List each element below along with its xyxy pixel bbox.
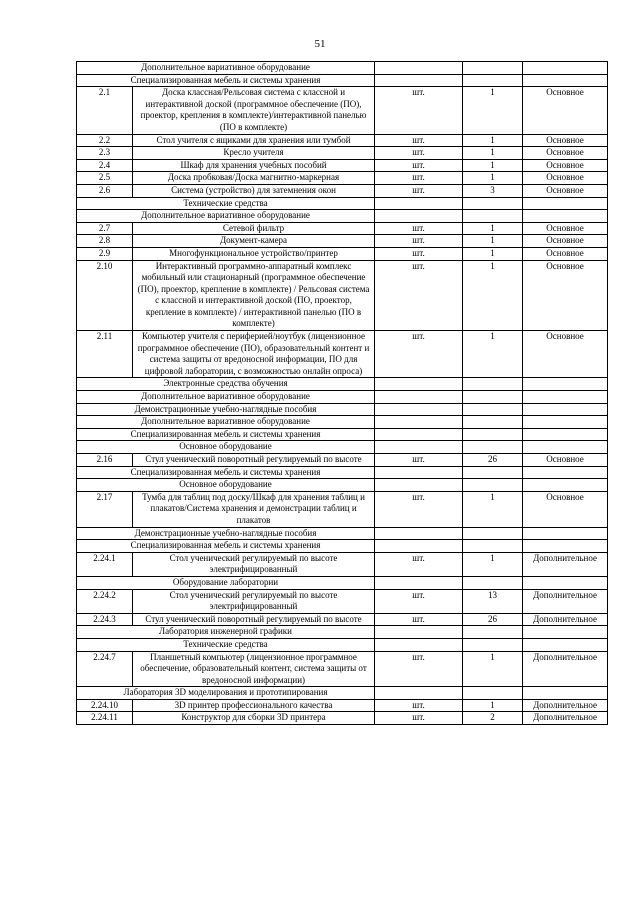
item-quantity: 1	[463, 235, 523, 248]
item-type: Основное	[523, 454, 608, 467]
item-unit: шт.	[375, 235, 463, 248]
type-cell	[523, 197, 608, 210]
item-name: Стул ученический поворотный регулируемый по высоте	[133, 454, 375, 467]
item-number: 2.10	[77, 260, 133, 331]
unit-cell	[375, 638, 463, 651]
item-quantity: 1	[463, 699, 523, 712]
item-name: Стол ученический регулируемый по высоте электрифицированный	[133, 589, 375, 613]
item-name: Доска классная/Рельсовая система с классной и интерактивной доской (программное обеспечение (ПО), проектор, крепления в комплекте)/интерактивной панелью (ПО в комплекте)	[133, 87, 375, 134]
item-type: Основное	[523, 87, 608, 134]
unit-cell	[375, 210, 463, 223]
item-unit: шт.	[375, 613, 463, 626]
type-cell	[523, 687, 608, 700]
qty-cell	[463, 74, 523, 87]
item-number: 2.11	[77, 331, 133, 378]
item-quantity: 2	[463, 712, 523, 725]
item-type: Дополнительное	[523, 651, 608, 687]
section-header-row	[77, 210, 608, 223]
unit-cell	[375, 626, 463, 639]
item-unit: шт.	[375, 247, 463, 260]
item-name: 3D принтер профессионального качества	[133, 699, 375, 712]
item-unit: шт.	[375, 331, 463, 378]
section-header-row	[77, 197, 608, 210]
item-unit: шт.	[375, 712, 463, 725]
qty-cell	[463, 576, 523, 589]
item-number: 2.24.11	[77, 712, 133, 725]
unit-cell	[375, 687, 463, 700]
section-header-row	[77, 403, 608, 416]
unit-cell	[375, 403, 463, 416]
item-unit: шт.	[375, 159, 463, 172]
section-header: Специализированная мебель и системы хранения	[77, 540, 375, 553]
type-cell	[523, 403, 608, 416]
section-header-row	[77, 74, 608, 87]
item-type: Дополнительное	[523, 613, 608, 626]
item-name: Доска пробковая/Доска магнитно-маркерная	[133, 172, 375, 185]
type-cell	[523, 441, 608, 454]
item-quantity: 1	[463, 651, 523, 687]
table-row	[77, 235, 608, 248]
table-row	[77, 87, 608, 134]
qty-cell	[463, 391, 523, 404]
item-unit: шт.	[375, 589, 463, 613]
item-number: 2.8	[77, 235, 133, 248]
table-row	[77, 159, 608, 172]
table-row	[77, 589, 608, 613]
section-header: Электронные средства обучения	[77, 378, 375, 391]
item-quantity: 1	[463, 222, 523, 235]
unit-cell	[375, 527, 463, 540]
qty-cell	[463, 441, 523, 454]
item-quantity: 3	[463, 184, 523, 197]
type-cell	[523, 626, 608, 639]
section-header-row	[77, 378, 608, 391]
table-row	[77, 712, 608, 725]
section-header: Основное оборудование	[77, 479, 375, 492]
qty-cell	[463, 687, 523, 700]
section-header: Специализированная мебель и системы хранения	[77, 428, 375, 441]
item-name: Система (устройство) для затемнения окон	[133, 184, 375, 197]
unit-cell	[375, 479, 463, 492]
section-header-row	[77, 687, 608, 700]
qty-cell	[463, 626, 523, 639]
unit-cell	[375, 62, 463, 75]
item-type: Основное	[523, 331, 608, 378]
item-name: Планшетный компьютер (лицензионное программное обеспечение, образовательный контент, система защиты от вредоносной информации)	[133, 651, 375, 687]
type-cell	[523, 74, 608, 87]
type-cell	[523, 540, 608, 553]
item-name: Компьютер учителя с периферией/ноутбук (лицензионное программное обеспечение (ПО), образовательный контент и система защиты от вредоносной информации, ПО для цифровой лаборатории, с возможностью онлайн опроса)	[133, 331, 375, 378]
section-header: Лаборатория 3D моделирования и прототипирования	[77, 687, 375, 700]
item-name: Стол учителя с ящиками для хранения или тумбой	[133, 134, 375, 147]
item-unit: шт.	[375, 260, 463, 331]
qty-cell	[463, 479, 523, 492]
item-name: Конструктор для сборки 3D принтера	[133, 712, 375, 725]
section-header-row	[77, 626, 608, 639]
item-type: Основное	[523, 184, 608, 197]
item-number: 2.1	[77, 87, 133, 134]
page-number: 51	[314, 38, 326, 50]
unit-cell	[375, 74, 463, 87]
item-number: 2.4	[77, 159, 133, 172]
item-name: Интерактивный программно-аппаратный комплекс мобильный или стационарный (программное обеспечение (ПО), проектор, крепление в комплекте) / Рельсовая система с классной и интерактивной доской (ПО, проектор, крепление в комплекте) / интерактивной панелью (ПО в комплекте)	[133, 260, 375, 331]
item-unit: шт.	[375, 184, 463, 197]
item-number: 2.9	[77, 247, 133, 260]
item-type: Основное	[523, 134, 608, 147]
table-row	[77, 613, 608, 626]
table-row	[77, 184, 608, 197]
table-row	[77, 134, 608, 147]
section-header-row	[77, 466, 608, 479]
qty-cell	[463, 210, 523, 223]
section-header: Основное оборудование	[77, 441, 375, 454]
item-number: 2.24.7	[77, 651, 133, 687]
item-name: Документ-камера	[133, 235, 375, 248]
type-cell	[523, 62, 608, 75]
item-type: Основное	[523, 247, 608, 260]
section-header-row	[77, 576, 608, 589]
item-quantity: 1	[463, 159, 523, 172]
item-quantity: 13	[463, 589, 523, 613]
item-name: Стул ученический поворотный регулируемый по высоте	[133, 613, 375, 626]
item-quantity: 1	[463, 134, 523, 147]
table-row	[77, 331, 608, 378]
section-header: Технические средства	[77, 197, 375, 210]
type-cell	[523, 576, 608, 589]
item-number: 2.7	[77, 222, 133, 235]
qty-cell	[463, 428, 523, 441]
table-row	[77, 147, 608, 160]
item-type: Основное	[523, 147, 608, 160]
item-unit: шт.	[375, 172, 463, 185]
section-header: Дополнительное вариативное оборудование	[77, 62, 375, 75]
section-header: Лаборатория инженерной графики	[77, 626, 375, 639]
section-header: Технические средства	[77, 638, 375, 651]
qty-cell	[463, 416, 523, 429]
qty-cell	[463, 527, 523, 540]
item-number: 2.16	[77, 454, 133, 467]
section-header-row	[77, 479, 608, 492]
type-cell	[523, 466, 608, 479]
table-row	[77, 172, 608, 185]
item-name: Многофункциональное устройство/принтер	[133, 247, 375, 260]
table-row	[77, 651, 608, 687]
item-number: 2.2	[77, 134, 133, 147]
item-quantity: 1	[463, 491, 523, 527]
item-unit: шт.	[375, 552, 463, 576]
type-cell	[523, 416, 608, 429]
item-number: 2.3	[77, 147, 133, 160]
section-header: Специализированная мебель и системы хранения	[77, 74, 375, 87]
item-unit: шт.	[375, 134, 463, 147]
qty-cell	[463, 638, 523, 651]
item-quantity: 1	[463, 172, 523, 185]
section-header: Дополнительное вариативное оборудование	[77, 416, 375, 429]
qty-cell	[463, 403, 523, 416]
type-cell	[523, 527, 608, 540]
table-row	[77, 260, 608, 331]
item-unit: шт.	[375, 87, 463, 134]
table-row	[77, 552, 608, 576]
unit-cell	[375, 391, 463, 404]
item-quantity: 1	[463, 552, 523, 576]
section-header-row	[77, 62, 608, 75]
table-row	[77, 222, 608, 235]
item-type: Дополнительное	[523, 589, 608, 613]
item-type: Основное	[523, 491, 608, 527]
item-number: 2.17	[77, 491, 133, 527]
item-number: 2.24.3	[77, 613, 133, 626]
item-type: Основное	[523, 159, 608, 172]
type-cell	[523, 391, 608, 404]
type-cell	[523, 638, 608, 651]
section-header-row	[77, 540, 608, 553]
item-name: Стол ученический регулируемый по высоте электрифицированный	[133, 552, 375, 576]
section-header-row	[77, 441, 608, 454]
item-name: Тумба для таблиц под доску/Шкаф для хранения таблиц и плакатов/Система хранения и демонстрации таблиц и плакатов	[133, 491, 375, 527]
item-type: Основное	[523, 222, 608, 235]
qty-cell	[463, 466, 523, 479]
item-type: Основное	[523, 172, 608, 185]
item-name: Кресло учителя	[133, 147, 375, 160]
table-row	[77, 247, 608, 260]
section-header-row	[77, 428, 608, 441]
item-number: 2.24.10	[77, 699, 133, 712]
section-header-row	[77, 416, 608, 429]
item-type: Дополнительное	[523, 699, 608, 712]
item-number: 2.24.2	[77, 589, 133, 613]
item-quantity: 26	[463, 454, 523, 467]
item-unit: шт.	[375, 454, 463, 467]
type-cell	[523, 428, 608, 441]
section-header: Демонстрационные учебно-наглядные пособия	[77, 403, 375, 416]
qty-cell	[463, 62, 523, 75]
item-unit: шт.	[375, 147, 463, 160]
item-type: Основное	[523, 235, 608, 248]
table-row	[77, 454, 608, 467]
item-name: Сетевой фильтр	[133, 222, 375, 235]
unit-cell	[375, 197, 463, 210]
item-unit: шт.	[375, 651, 463, 687]
qty-cell	[463, 378, 523, 391]
table-row	[77, 699, 608, 712]
type-cell	[523, 378, 608, 391]
table-row	[77, 491, 608, 527]
section-header-row	[77, 391, 608, 404]
section-header: Дополнительное вариативное оборудование	[77, 391, 375, 404]
qty-cell	[463, 540, 523, 553]
unit-cell	[375, 441, 463, 454]
type-cell	[523, 210, 608, 223]
section-header: Оборудование лаборатории	[77, 576, 375, 589]
section-header-row	[77, 638, 608, 651]
item-unit: шт.	[375, 699, 463, 712]
section-header: Демонстрационные учебно-наглядные пособия	[77, 527, 375, 540]
item-quantity: 26	[463, 613, 523, 626]
item-unit: шт.	[375, 491, 463, 527]
unit-cell	[375, 466, 463, 479]
item-unit: шт.	[375, 222, 463, 235]
item-number: 2.24.1	[77, 552, 133, 576]
unit-cell	[375, 378, 463, 391]
item-number: 2.6	[77, 184, 133, 197]
item-type: Основное	[523, 260, 608, 331]
item-quantity: 1	[463, 260, 523, 331]
section-header: Дополнительное вариативное оборудование	[77, 210, 375, 223]
qty-cell	[463, 197, 523, 210]
section-header-row	[77, 527, 608, 540]
unit-cell	[375, 428, 463, 441]
equipment-table	[76, 61, 608, 725]
item-quantity: 1	[463, 87, 523, 134]
unit-cell	[375, 576, 463, 589]
item-name: Шкаф для хранения учебных пособий	[133, 159, 375, 172]
item-type: Дополнительное	[523, 552, 608, 576]
unit-cell	[375, 540, 463, 553]
type-cell	[523, 479, 608, 492]
section-header: Специализированная мебель и системы хранения	[77, 466, 375, 479]
item-quantity: 1	[463, 147, 523, 160]
unit-cell	[375, 416, 463, 429]
item-number: 2.5	[77, 172, 133, 185]
item-quantity: 1	[463, 247, 523, 260]
item-type: Дополнительное	[523, 712, 608, 725]
item-quantity: 1	[463, 331, 523, 378]
